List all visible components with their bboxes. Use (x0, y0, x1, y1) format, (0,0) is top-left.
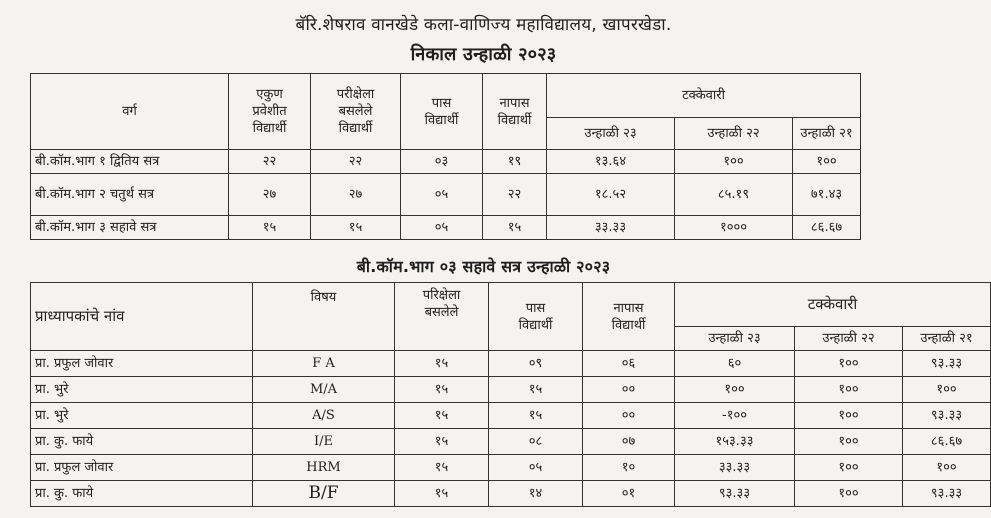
cell-fail: १९ (483, 150, 547, 174)
class-results-table (30, 73, 861, 240)
cell-s21: १०० (903, 455, 991, 481)
cell-fail: ०७ (583, 429, 675, 455)
cell-s21: ७१.४३ (793, 174, 861, 216)
cell-fail: ०६ (583, 351, 675, 377)
cell-pass: १५ (489, 403, 583, 429)
table-row (31, 403, 991, 429)
cell-s21: ९३.३३ (903, 351, 991, 377)
cell-s22: ८५.१९ (675, 174, 793, 216)
subject-results-table (30, 282, 991, 507)
cell-s23: ३३.३३ (675, 455, 795, 481)
cell-appeared: १५ (395, 429, 489, 455)
col-appeared-l2: बसलेले (338, 104, 373, 119)
cell-s23: १०० (675, 377, 795, 403)
col-pass-l2: विद्यार्थी (424, 112, 459, 128)
cell-pass: १५ (489, 377, 583, 403)
col-pass-l2: विद्यार्थी (518, 317, 553, 333)
cell-s21: ८६.६७ (903, 429, 991, 455)
col-fail-l1: नापास (499, 95, 530, 111)
cell-appeared: १५ (311, 216, 401, 240)
cell-fail: ०० (583, 377, 675, 403)
col-class: वर्ग (31, 74, 229, 150)
cell-fail: १५ (483, 216, 547, 240)
cell-s22: १०० (795, 455, 903, 481)
cell-s23: १३.६४ (547, 150, 675, 174)
cell-pass: ०५ (401, 216, 483, 240)
cell-pass: १४ (489, 481, 583, 507)
cell-pass: ०५ (401, 174, 483, 216)
table-row (31, 351, 991, 377)
col-summer21: उन्हाळी २१ (793, 118, 861, 150)
college-name: बॅरि.शेषराव वानखेडे कला-वाणिज्य महाविद्यालय, खापरखेडा. (295, 15, 672, 35)
cell-fail: ०० (583, 403, 675, 429)
cell-fail: १० (583, 455, 675, 481)
col-appeared-l3: विद्यार्थी (338, 121, 373, 136)
cell-subject: HRM (253, 455, 395, 481)
cell-appeared: १५ (395, 403, 489, 429)
cell-s22: १०० (795, 429, 903, 455)
col-summer22: उन्हाळी २२ (675, 118, 793, 150)
col-summer21: उन्हाळी २१ (903, 327, 991, 351)
cell-class: बी.कॉम.भाग २ चतुर्थ सत्र (31, 174, 229, 216)
cell-s21: ८६.६७ (793, 216, 861, 240)
col-appeared-l1: परीक्षेला (336, 87, 375, 102)
cell-appeared: १५ (395, 351, 489, 377)
cell-s22: १०० (795, 481, 903, 507)
cell-subject: B/F (253, 481, 395, 507)
cell-fail: ०१ (583, 481, 675, 507)
cell-admitted: २२ (229, 150, 311, 174)
cell-admitted: १५ (229, 216, 311, 240)
cell-s23: ६० (675, 351, 795, 377)
col-summer22: उन्हाळी २२ (795, 327, 903, 351)
result-title: निकाल उन्हाळी २०२३ (410, 44, 557, 65)
cell-s22: १०० (675, 150, 793, 174)
col-subject: विषय (253, 283, 395, 351)
col-percentage: टक्केवारी (547, 74, 861, 118)
cell-professor: प्रा. प्रफुल जोवार (31, 351, 253, 377)
cell-admitted: २७ (229, 174, 311, 216)
cell-appeared: २२ (311, 150, 401, 174)
col-fail (483, 74, 547, 150)
col-percentage: टक्केवारी (675, 283, 991, 327)
col-pass (489, 283, 583, 351)
cell-s22: १०० (795, 403, 903, 429)
col-admitted-l2: प्रवेशीत (252, 104, 287, 119)
cell-s21: १०० (903, 377, 991, 403)
cell-pass: ०५ (489, 455, 583, 481)
col-fail-l1: नापास (613, 300, 644, 316)
col-appeared-l2: बसलेले (424, 305, 459, 320)
section2-title: बी.कॉम.भाग ०३ सहावे सत्र उन्हाळी २०२३ (356, 257, 611, 276)
col-appeared (395, 283, 489, 351)
col-summer23: उन्हाळी २३ (675, 327, 795, 351)
cell-s22: १०० (795, 377, 903, 403)
col-pass-l1: पास (431, 95, 452, 111)
cell-s23: -१०० (675, 403, 795, 429)
cell-subject: M/A (253, 377, 395, 403)
cell-subject: A/S (253, 403, 395, 429)
col-appeared-l1: परिक्षेला (422, 288, 461, 303)
col-fail-l2: विद्यार्थी (497, 112, 532, 128)
cell-professor: प्रा. कु. फाये (31, 429, 253, 455)
cell-appeared: १५ (395, 377, 489, 403)
col-admitted (229, 74, 311, 150)
cell-s23: ९३.३३ (675, 481, 795, 507)
col-summer23: उन्हाळी २३ (547, 118, 675, 150)
col-fail (583, 283, 675, 351)
col-pass-l1: पास (525, 300, 546, 316)
cell-appeared: २७ (311, 174, 401, 216)
cell-pass: ०३ (401, 150, 483, 174)
col-professor: प्राध्यापकांचे नांव (31, 283, 253, 351)
table-row (31, 174, 861, 216)
col-admitted-l1: एकुण (256, 87, 283, 102)
cell-professor: प्रा. भुरे (31, 377, 253, 403)
col-fail-l2: विद्यार्थी (611, 317, 646, 333)
cell-s23: १८.५२ (547, 174, 675, 216)
cell-s22: १०० (795, 351, 903, 377)
cell-subject: I/E (253, 429, 395, 455)
table-row (31, 216, 861, 240)
cell-pass: ०८ (489, 429, 583, 455)
table-row (31, 150, 861, 174)
col-admitted-l3: विद्यार्थी (252, 121, 287, 136)
cell-s23: ३३.३३ (547, 216, 675, 240)
cell-subject: F A (253, 351, 395, 377)
col-appeared (311, 74, 401, 150)
cell-class: बी.कॉम.भाग ३ सहावे सत्र (31, 216, 229, 240)
cell-s23: १५३.३३ (675, 429, 795, 455)
cell-appeared: १५ (395, 455, 489, 481)
cell-s21: ९३.३३ (903, 481, 991, 507)
table-row (31, 455, 991, 481)
cell-appeared: १५ (395, 481, 489, 507)
cell-s21: १०० (793, 150, 861, 174)
cell-professor: प्रा. कु. फाये (31, 481, 253, 507)
cell-professor: प्रा. प्रफुल जोवार (31, 455, 253, 481)
cell-s22: १००० (675, 216, 793, 240)
cell-pass: ०९ (489, 351, 583, 377)
cell-class: बी.कॉम.भाग १ द्वितिय सत्र (31, 150, 229, 174)
table-row (31, 377, 991, 403)
cell-professor: प्रा. भुरे (31, 403, 253, 429)
col-pass (401, 74, 483, 150)
table-row (31, 481, 991, 507)
cell-fail: २२ (483, 174, 547, 216)
cell-s21: ९३.३३ (903, 403, 991, 429)
table-row (31, 429, 991, 455)
